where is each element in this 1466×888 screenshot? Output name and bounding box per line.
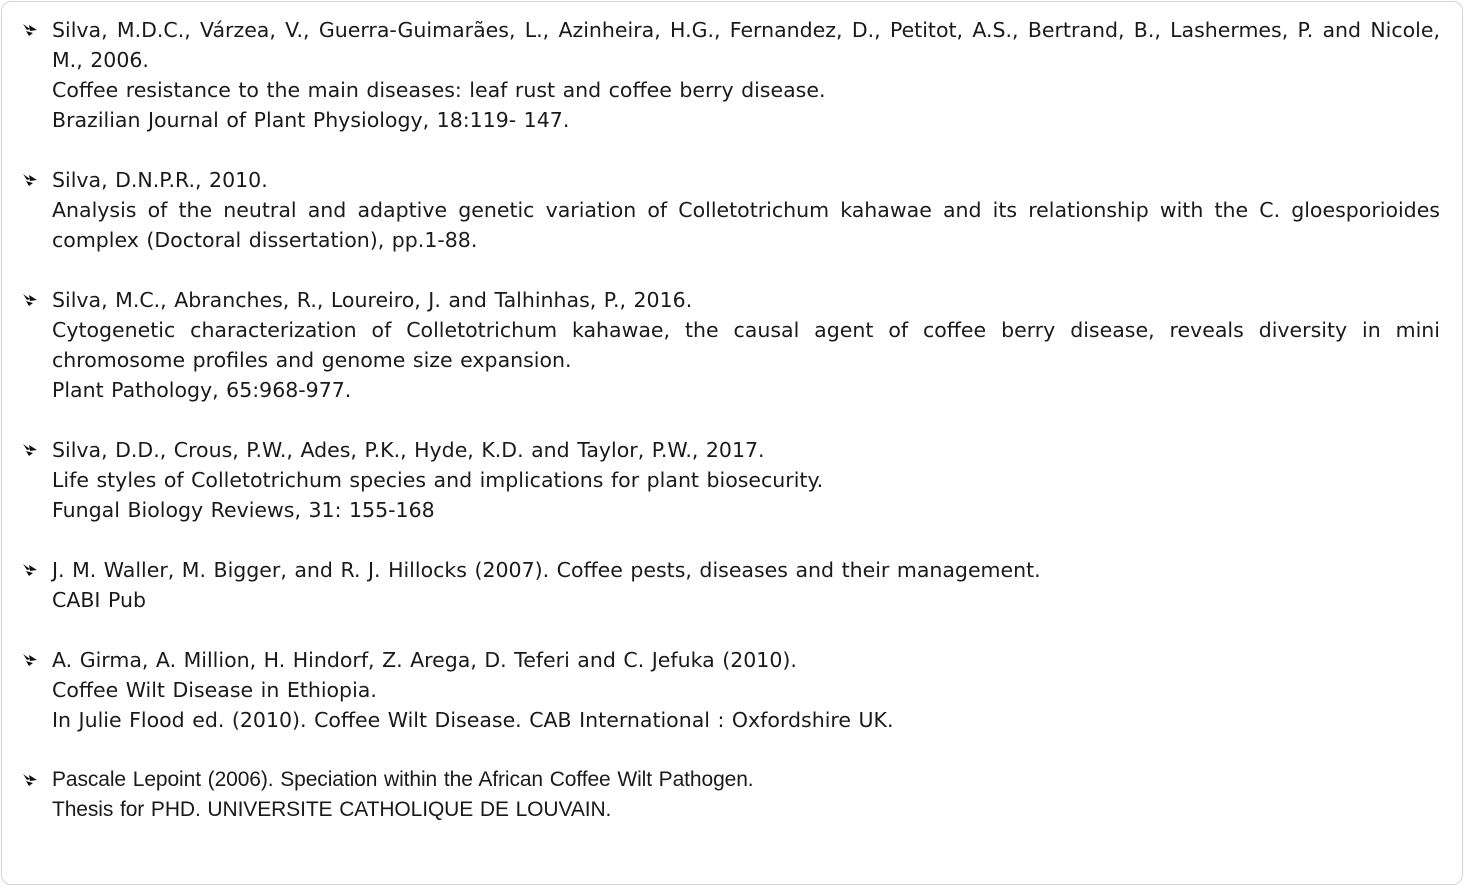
reference-source: In Julie Flood ed. (2010). Coffee Wilt Disease. CAB International : Oxfordshire UK.: [52, 708, 894, 732]
bullet-icon: [21, 21, 39, 39]
reference-title: Coffee resistance to the main diseases: leaf rust and coffee berry disease.: [52, 78, 826, 102]
reference-item: [20, 285, 1440, 405]
reference-list: [20, 15, 1440, 825]
bullet-icon: [21, 561, 39, 579]
reference-source: Thesis for PHD. UNIVERSITE CATHOLIQUE DE LOUVAIN.: [52, 798, 612, 821]
reference-panel: [1, 1, 1463, 885]
reference-authors: J. M. Waller, M. Bigger, and R. J. Hillocks (2007). Coffee pests, diseases and their management.: [52, 558, 1041, 582]
reference-item: [20, 165, 1440, 255]
reference-title: Coffee Wilt Disease in Ethiopia.: [52, 678, 377, 702]
reference-item: [20, 555, 1440, 615]
reference-item: [20, 645, 1440, 735]
reference-authors: Silva, M.C., Abranches, R., Loureiro, J. and Talhinhas, P., 2016.: [52, 288, 693, 312]
reference-title: Analysis of the neutral and adaptive genetic variation of Colletotrichum kahawae and its relationship with the C. gloesporioides complex (Doctoral dissertation), pp.1-88.: [52, 198, 1440, 252]
reference-authors: Silva, D.N.P.R., 2010.: [52, 168, 268, 192]
bullet-icon: [21, 171, 39, 189]
reference-authors: Silva, M.D.C., Várzea, V., Guerra-Guimarães, L., Azinheira, H.G., Fernandez, D., Petitot, A.S., Bertrand, B., Lashermes, P. and Nicole, M., 2006.: [52, 18, 1440, 72]
reference-title: Cytogenetic characterization of Colletotrichum kahawae, the causal agent of coffee berry disease, reveals diversity in mini chromosome profiles and genome size expansion.: [52, 318, 1440, 372]
reference-authors: Silva, D.D., Crous, P.W., Ades, P.K., Hyde, K.D. and Taylor, P.W., 2017.: [52, 438, 765, 462]
reference-source: Plant Pathology, 65:968-977.: [52, 378, 352, 402]
reference-authors: Pascale Lepoint (2006). Speciation within the African Coffee Wilt Pathogen.: [52, 768, 754, 791]
reference-item: [20, 435, 1440, 525]
bullet-icon: [21, 651, 39, 669]
reference-authors: A. Girma, A. Million, H. Hindorf, Z. Arega, D. Teferi and C. Jefuka (2010).: [52, 648, 797, 672]
bullet-icon: [21, 771, 39, 789]
bullet-icon: [21, 441, 39, 459]
reference-title: Life styles of Colletotrichum species and implications for plant biosecurity.: [52, 468, 824, 492]
reference-source: CABI Pub: [52, 588, 146, 612]
reference-item: [20, 765, 1440, 825]
bullet-icon: [21, 291, 39, 309]
reference-item: [20, 15, 1440, 135]
reference-source: Fungal Biology Reviews, 31: 155-168: [52, 498, 435, 522]
reference-source: Brazilian Journal of Plant Physiology, 18:119- 147.: [52, 108, 570, 132]
